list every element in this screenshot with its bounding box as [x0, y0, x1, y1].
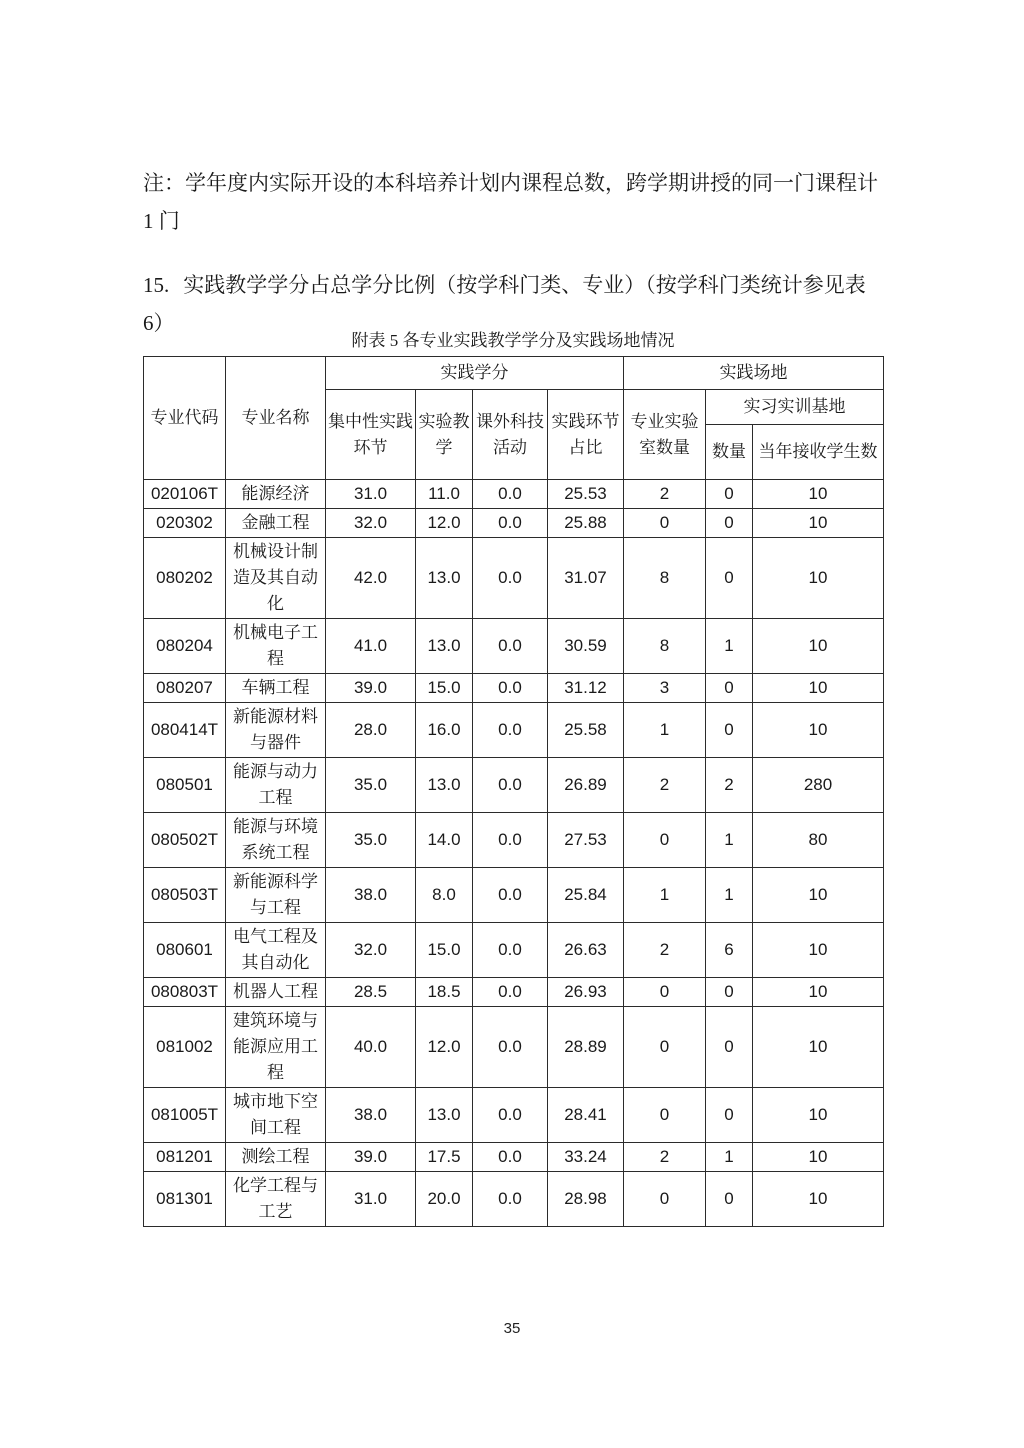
- table-header: [144, 357, 884, 480]
- concentrated-practice-cell: 41.0: [326, 619, 416, 674]
- base-count-cell: 1: [706, 1143, 753, 1172]
- experiment-teaching-cell: 12.0: [416, 1007, 473, 1088]
- practice-ratio-cell: 25.84: [548, 868, 624, 923]
- table-row: [144, 868, 884, 923]
- section-text: 实践教学学分占总学分比例（按学科门类、专业）（按学科门类统计参见表: [183, 273, 866, 297]
- experiment-teaching-cell: 16.0: [416, 703, 473, 758]
- practice-ratio-cell: 25.53: [548, 480, 624, 509]
- concentrated-practice-cell: 38.0: [326, 1088, 416, 1143]
- experiment-teaching-cell: 17.5: [416, 1143, 473, 1172]
- practice-ratio-cell: 31.07: [548, 538, 624, 619]
- experiment-teaching-cell: 13.0: [416, 538, 473, 619]
- table-row: [144, 1088, 884, 1143]
- header-major-code: 专业代码: [144, 357, 226, 480]
- table-row: [144, 703, 884, 758]
- students-received-cell: 10: [753, 538, 884, 619]
- table-row: [144, 480, 884, 509]
- practice-ratio-cell: 25.88: [548, 509, 624, 538]
- major-code-cell: 080501: [144, 758, 226, 813]
- students-received-cell: 280: [753, 758, 884, 813]
- concentrated-practice-cell: 31.0: [326, 480, 416, 509]
- major-code-cell: 020106T: [144, 480, 226, 509]
- table-row: [144, 978, 884, 1007]
- header-lab-count: 专业实验室数量: [624, 390, 706, 480]
- base-count-cell: 1: [706, 813, 753, 868]
- section-number: 15.: [143, 273, 170, 297]
- base-count-cell: 0: [706, 480, 753, 509]
- students-received-cell: 10: [753, 923, 884, 978]
- lab-count-cell: 0: [624, 509, 706, 538]
- table-row: [144, 619, 884, 674]
- major-name-cell: 电气工程及其自动化: [226, 923, 326, 978]
- extracurricular-activity-cell: 0.0: [473, 674, 548, 703]
- major-name-cell: 城市地下空间工程: [226, 1088, 326, 1143]
- table-row: [144, 1007, 884, 1088]
- practice-ratio-cell: 31.12: [548, 674, 624, 703]
- practice-ratio-cell: 26.89: [548, 758, 624, 813]
- major-code-cell: 080207: [144, 674, 226, 703]
- major-code-cell: 081005T: [144, 1088, 226, 1143]
- concentrated-practice-cell: 40.0: [326, 1007, 416, 1088]
- extracurricular-activity-cell: 0.0: [473, 509, 548, 538]
- experiment-teaching-cell: 13.0: [416, 758, 473, 813]
- table-body: [144, 480, 884, 1227]
- experiment-teaching-cell: 8.0: [416, 868, 473, 923]
- table-row: [144, 758, 884, 813]
- header-major-name: 专业名称: [226, 357, 326, 480]
- major-name-cell: 建筑环境与能源应用工程: [226, 1007, 326, 1088]
- students-received-cell: 80: [753, 813, 884, 868]
- major-code-cell: 080803T: [144, 978, 226, 1007]
- extracurricular-activity-cell: 0.0: [473, 1172, 548, 1227]
- experiment-teaching-cell: 15.0: [416, 923, 473, 978]
- lab-count-cell: 0: [624, 1088, 706, 1143]
- students-received-cell: 10: [753, 703, 884, 758]
- students-received-cell: 10: [753, 509, 884, 538]
- major-name-cell: 测绘工程: [226, 1143, 326, 1172]
- header-concentrated-practice: 集中性实践环节: [326, 390, 416, 480]
- extracurricular-activity-cell: 0.0: [473, 868, 548, 923]
- students-received-cell: 10: [753, 1172, 884, 1227]
- major-code-cell: 080204: [144, 619, 226, 674]
- lab-count-cell: 8: [624, 538, 706, 619]
- major-code-cell: 081301: [144, 1172, 226, 1227]
- concentrated-practice-cell: 35.0: [326, 813, 416, 868]
- extracurricular-activity-cell: 0.0: [473, 1007, 548, 1088]
- students-received-cell: 10: [753, 619, 884, 674]
- experiment-teaching-cell: 12.0: [416, 509, 473, 538]
- header-row-1: [144, 357, 884, 390]
- header-practice-ratio: 实践环节占比: [548, 390, 624, 480]
- major-name-cell: 新能源材料与器件: [226, 703, 326, 758]
- concentrated-practice-cell: 32.0: [326, 509, 416, 538]
- major-name-cell: 能源与动力工程: [226, 758, 326, 813]
- header-extracurricular-activity: 课外科技活动: [473, 390, 548, 480]
- major-name-cell: 机器人工程: [226, 978, 326, 1007]
- credits-table: [143, 356, 884, 1227]
- note-line-2: 1 门: [143, 209, 180, 233]
- table-row: [144, 923, 884, 978]
- students-received-cell: 10: [753, 674, 884, 703]
- header-base-count: 数量: [706, 425, 753, 480]
- base-count-cell: 0: [706, 1172, 753, 1227]
- lab-count-cell: 0: [624, 1172, 706, 1227]
- base-count-cell: 0: [706, 1088, 753, 1143]
- lab-count-cell: 2: [624, 923, 706, 978]
- concentrated-practice-cell: 31.0: [326, 1172, 416, 1227]
- students-received-cell: 10: [753, 480, 884, 509]
- experiment-teaching-cell: 15.0: [416, 674, 473, 703]
- table-row: [144, 509, 884, 538]
- lab-count-cell: 1: [624, 868, 706, 923]
- header-group-practice-credits: 实践学分: [326, 357, 624, 390]
- table-title: 附表 5 各专业实践教学学分及实践场地情况: [351, 331, 675, 350]
- base-count-cell: 2: [706, 758, 753, 813]
- extracurricular-activity-cell: 0.0: [473, 619, 548, 674]
- major-code-cell: 080502T: [144, 813, 226, 868]
- major-name-cell: 能源经济: [226, 480, 326, 509]
- major-code-cell: 020302: [144, 509, 226, 538]
- base-count-cell: 0: [706, 509, 753, 538]
- table-row: [144, 813, 884, 868]
- experiment-teaching-cell: 20.0: [416, 1172, 473, 1227]
- extracurricular-activity-cell: 0.0: [473, 978, 548, 1007]
- header-group-practice-venues: 实践场地: [624, 357, 884, 390]
- major-code-cell: 080601: [144, 923, 226, 978]
- experiment-teaching-cell: 14.0: [416, 813, 473, 868]
- extracurricular-activity-cell: 0.0: [473, 923, 548, 978]
- major-code-cell: 081201: [144, 1143, 226, 1172]
- practice-ratio-cell: 33.24: [548, 1143, 624, 1172]
- lab-count-cell: 1: [624, 703, 706, 758]
- practice-ratio-cell: 26.93: [548, 978, 624, 1007]
- major-name-cell: 车辆工程: [226, 674, 326, 703]
- header-experiment-teaching: 实验教学: [416, 390, 473, 480]
- extracurricular-activity-cell: 0.0: [473, 1088, 548, 1143]
- base-count-cell: 0: [706, 978, 753, 1007]
- section-line-2: 6）: [143, 311, 175, 335]
- base-count-cell: 0: [706, 703, 753, 758]
- table-row: [144, 1172, 884, 1227]
- base-count-cell: 0: [706, 538, 753, 619]
- header-group-training-bases: 实习实训基地: [706, 390, 884, 425]
- practice-ratio-cell: 26.63: [548, 923, 624, 978]
- major-name-cell: 金融工程: [226, 509, 326, 538]
- lab-count-cell: 0: [624, 1007, 706, 1088]
- concentrated-practice-cell: 35.0: [326, 758, 416, 813]
- page-number: 35: [503, 1320, 521, 1337]
- practice-ratio-cell: 27.53: [548, 813, 624, 868]
- base-count-cell: 1: [706, 619, 753, 674]
- major-name-cell: 机械电子工程: [226, 619, 326, 674]
- section-line-1: [143, 266, 913, 304]
- note-line-1: 注：学年度内实际开设的本科培养计划内课程总数，跨学期讲授的同一门课程计: [143, 171, 878, 195]
- extracurricular-activity-cell: 0.0: [473, 813, 548, 868]
- practice-ratio-cell: 30.59: [548, 619, 624, 674]
- base-count-cell: 1: [706, 868, 753, 923]
- students-received-cell: 10: [753, 1007, 884, 1088]
- table-row: [144, 538, 884, 619]
- lab-count-cell: 2: [624, 758, 706, 813]
- concentrated-practice-cell: 28.5: [326, 978, 416, 1007]
- experiment-teaching-cell: 13.0: [416, 619, 473, 674]
- major-code-cell: 080414T: [144, 703, 226, 758]
- practice-ratio-cell: 25.58: [548, 703, 624, 758]
- concentrated-practice-cell: 38.0: [326, 868, 416, 923]
- header-students-received: 当年接收学生数: [753, 425, 884, 480]
- base-count-cell: 0: [706, 1007, 753, 1088]
- lab-count-cell: 2: [624, 480, 706, 509]
- concentrated-practice-cell: 32.0: [326, 923, 416, 978]
- experiment-teaching-cell: 13.0: [416, 1088, 473, 1143]
- practice-ratio-cell: 28.89: [548, 1007, 624, 1088]
- practice-ratio-cell: 28.41: [548, 1088, 624, 1143]
- major-name-cell: 机械设计制造及其自动化: [226, 538, 326, 619]
- base-count-cell: 0: [706, 674, 753, 703]
- practice-ratio-cell: 28.98: [548, 1172, 624, 1227]
- concentrated-practice-cell: 42.0: [326, 538, 416, 619]
- table-row: [144, 674, 884, 703]
- lab-count-cell: 0: [624, 813, 706, 868]
- extracurricular-activity-cell: 0.0: [473, 703, 548, 758]
- base-count-cell: 6: [706, 923, 753, 978]
- extracurricular-activity-cell: 0.0: [473, 538, 548, 619]
- concentrated-practice-cell: 28.0: [326, 703, 416, 758]
- major-name-cell: 能源与环境系统工程: [226, 813, 326, 868]
- experiment-teaching-cell: 11.0: [416, 480, 473, 509]
- major-name-cell: 新能源科学与工程: [226, 868, 326, 923]
- table-row: [144, 1143, 884, 1172]
- students-received-cell: 10: [753, 868, 884, 923]
- extracurricular-activity-cell: 0.0: [473, 1143, 548, 1172]
- extracurricular-activity-cell: 0.0: [473, 480, 548, 509]
- extracurricular-activity-cell: 0.0: [473, 758, 548, 813]
- students-received-cell: 10: [753, 978, 884, 1007]
- students-received-cell: 10: [753, 1088, 884, 1143]
- lab-count-cell: 2: [624, 1143, 706, 1172]
- lab-count-cell: 8: [624, 619, 706, 674]
- major-code-cell: 080202: [144, 538, 226, 619]
- concentrated-practice-cell: 39.0: [326, 674, 416, 703]
- students-received-cell: 10: [753, 1143, 884, 1172]
- experiment-teaching-cell: 18.5: [416, 978, 473, 1007]
- lab-count-cell: 3: [624, 674, 706, 703]
- major-name-cell: 化学工程与工艺: [226, 1172, 326, 1227]
- major-code-cell: 080503T: [144, 868, 226, 923]
- lab-count-cell: 0: [624, 978, 706, 1007]
- major-code-cell: 081002: [144, 1007, 226, 1088]
- note-paragraph: [143, 164, 913, 240]
- concentrated-practice-cell: 39.0: [326, 1143, 416, 1172]
